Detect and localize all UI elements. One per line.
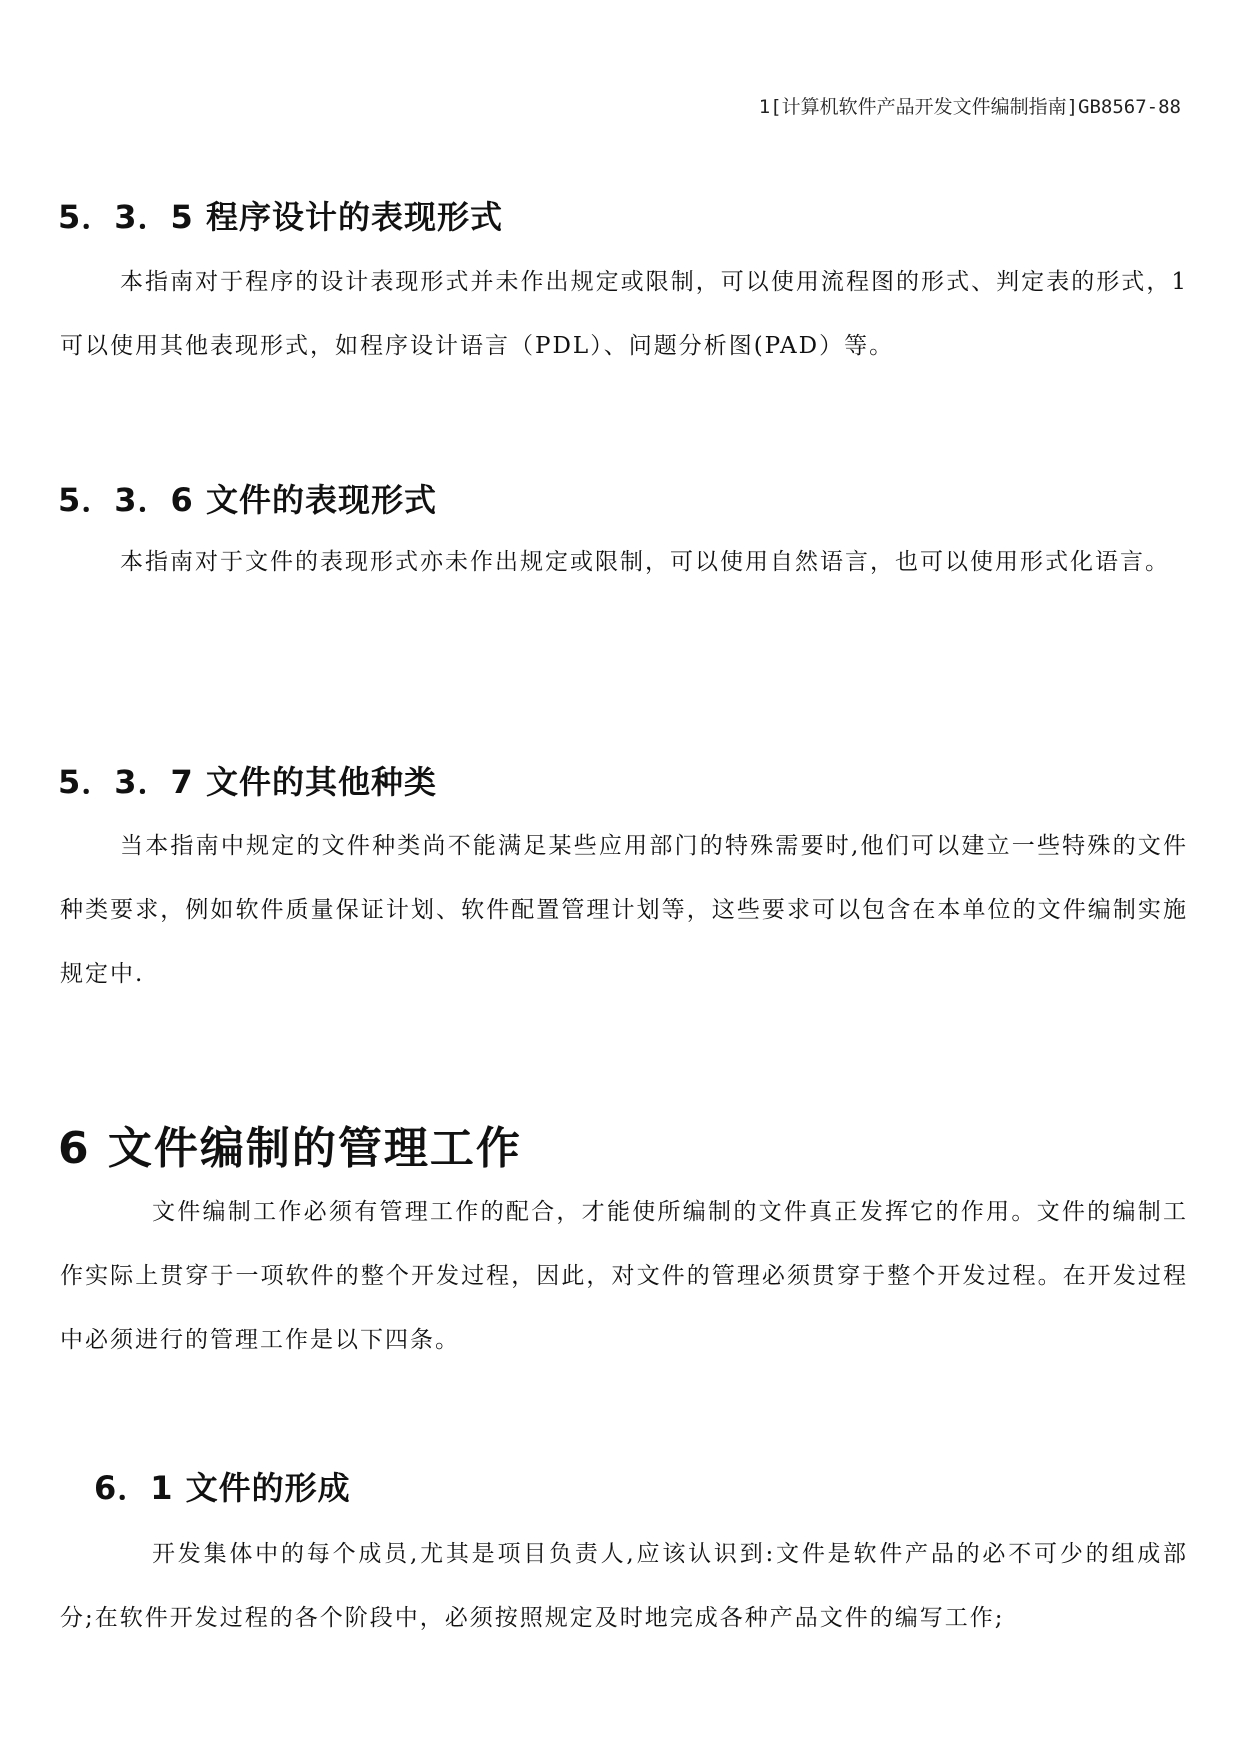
chapter-heading-6: 6 文件编制的管理工作 <box>58 1123 522 1174</box>
section-heading-6-1: 6．1 文件的形成 <box>94 1469 351 1507</box>
section-body-5-3-5: 本指南对于程序的设计表现形式并未作出规定或限制，可以使用流程图的形式、判定表的形式，1 可以使用其他表现形式，如程序设计语言（PDL）、问题分析图(PAD）等。 <box>60 269 1188 359</box>
section-heading-5-3-7: 5．3．7 文件的其他种类 <box>58 763 437 801</box>
section-body-6-1: 开发集体中的每个成员,尤其是项目负责人,应该认识到:文件是软件产品的必不可少的组成部分;在软件开发过程的各个阶段中，必须按照规定及时地完成各种产品文件的编写工作; <box>60 1541 1188 1631</box>
page-header: 1[计算机软件产品开发文件编制指南]GB8567-88 <box>758 96 1181 118</box>
section-heading-5-3-6: 5．3．6 文件的表现形式 <box>58 481 437 519</box>
section-body-5-3-7: 当本指南中规定的文件种类尚不能满足某些应用部门的特殊需要时,他们可以建立一些特殊的文件种类要求，例如软件质量保证计划、软件配置管理计划等，这些要求可以包含在本单位的文件编制实施规定中. <box>60 833 1188 987</box>
chapter-body-6: 文件编制工作必须有管理工作的配合，才能使所编制的文件真正发挥它的作用。文件的编制工作实际上贯穿于一项软件的整个开发过程，因此，对文件的管理必须贯穿于整个开发过程。在开发过程中必须进行的管理工作是以下四条。 <box>60 1199 1188 1353</box>
section-heading-5-3-5: 5．3．5 程序设计的表现形式 <box>58 198 503 236</box>
section-body-5-3-6: 本指南对于文件的表现形式亦未作出规定或限制，可以使用自然语言，也可以使用形式化语言。 <box>120 549 1170 575</box>
